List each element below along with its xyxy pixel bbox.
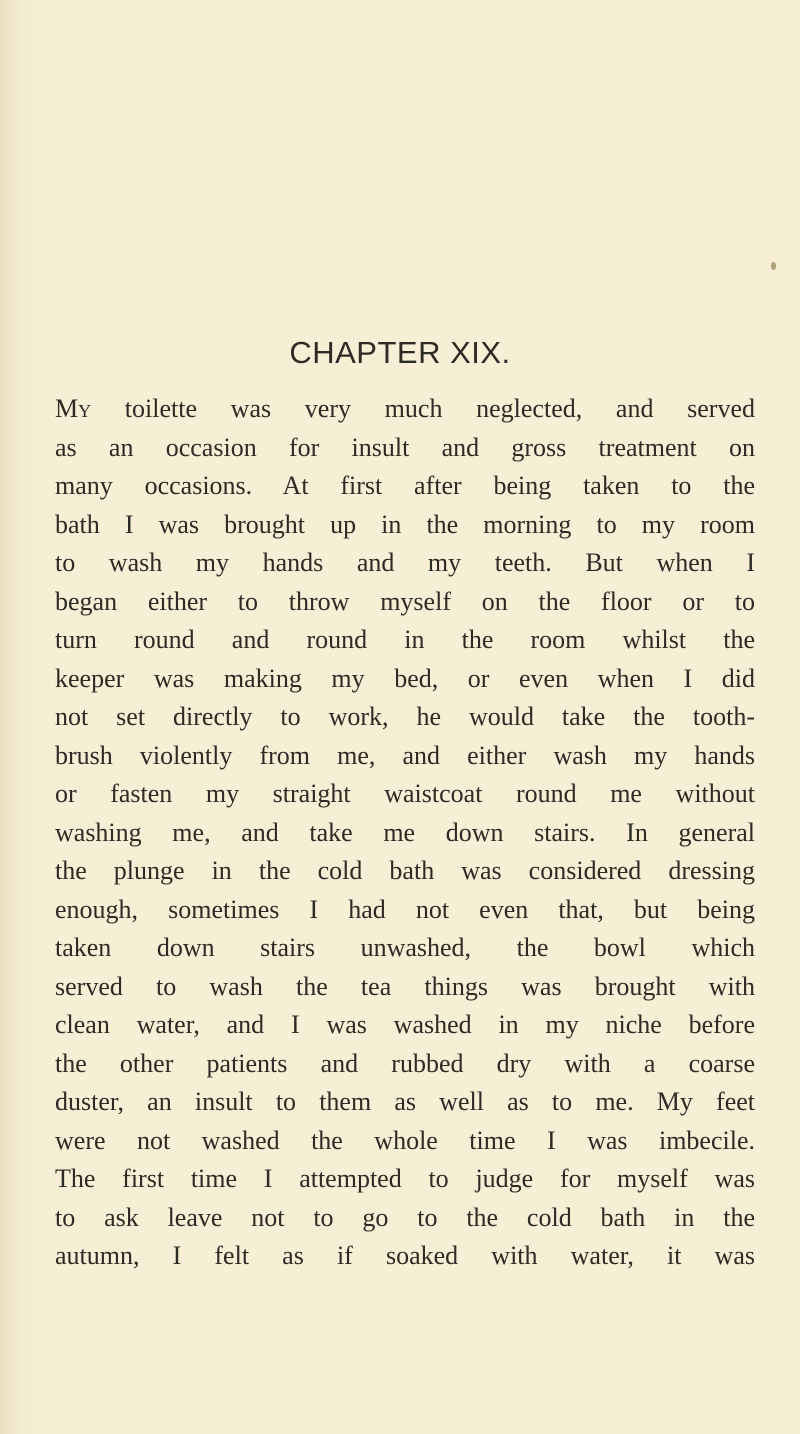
text-line-20: were not washed the whole time I was imbecile.	[55, 1125, 755, 1155]
text-line-23: autumn, I felt as if soaked with water, it was	[55, 1241, 755, 1270]
opening-word: My	[55, 394, 92, 423]
text-line-19: duster, an insult to them as well as to me. My feet	[55, 1087, 755, 1116]
text-line-3: many occasions. At first after being taken to the	[55, 471, 755, 500]
text-line-4: bath I was brought up in the morning to my room	[55, 509, 755, 539]
text-line-2: as an occasion for insult and gross treatment on	[55, 432, 755, 462]
text-line-11: or fasten my straight waistcoat round me without	[55, 779, 755, 808]
text-line-9: not set directly to work, he would take the tooth-	[55, 702, 755, 731]
text-line-14: enough, sometimes I had not even that, but being	[55, 894, 755, 924]
text-line-5: to wash my hands and my teeth. But when I	[55, 548, 755, 577]
text-line-22: to ask leave not to go to the cold bath in the	[55, 1202, 755, 1232]
chapter-title: CHAPTER XIX.	[289, 335, 511, 370]
text-line-6: began either to throw myself on the floor or to	[55, 586, 755, 616]
text-line-12: washing me, and take me down stairs. In general	[55, 817, 755, 847]
text-line-21: The first time I attempted to judge for myself was	[55, 1164, 755, 1193]
text-line-1: My toilette was very much neglected, and served	[55, 394, 755, 423]
page-speck-mark	[771, 262, 776, 270]
text-line-13: the plunge in the cold bath was considered dressing	[55, 856, 755, 885]
text-line-18: the other patients and rubbed dry with a coarse	[55, 1048, 755, 1078]
text-line-17: clean water, and I was washed in my niche before	[55, 1010, 755, 1039]
text-line-8: keeper was making my bed, or even when I did	[55, 663, 755, 693]
text-line-16: served to wash the tea things was brought with	[55, 971, 755, 1001]
text-line-10: brush violently from me, and either wash my hands	[55, 740, 755, 770]
text-line-15: taken down stairs unwashed, the bowl which	[55, 933, 755, 962]
text-line-7: turn round and round in the room whilst the	[55, 625, 755, 654]
chapter-body-text	[55, 390, 755, 1276]
